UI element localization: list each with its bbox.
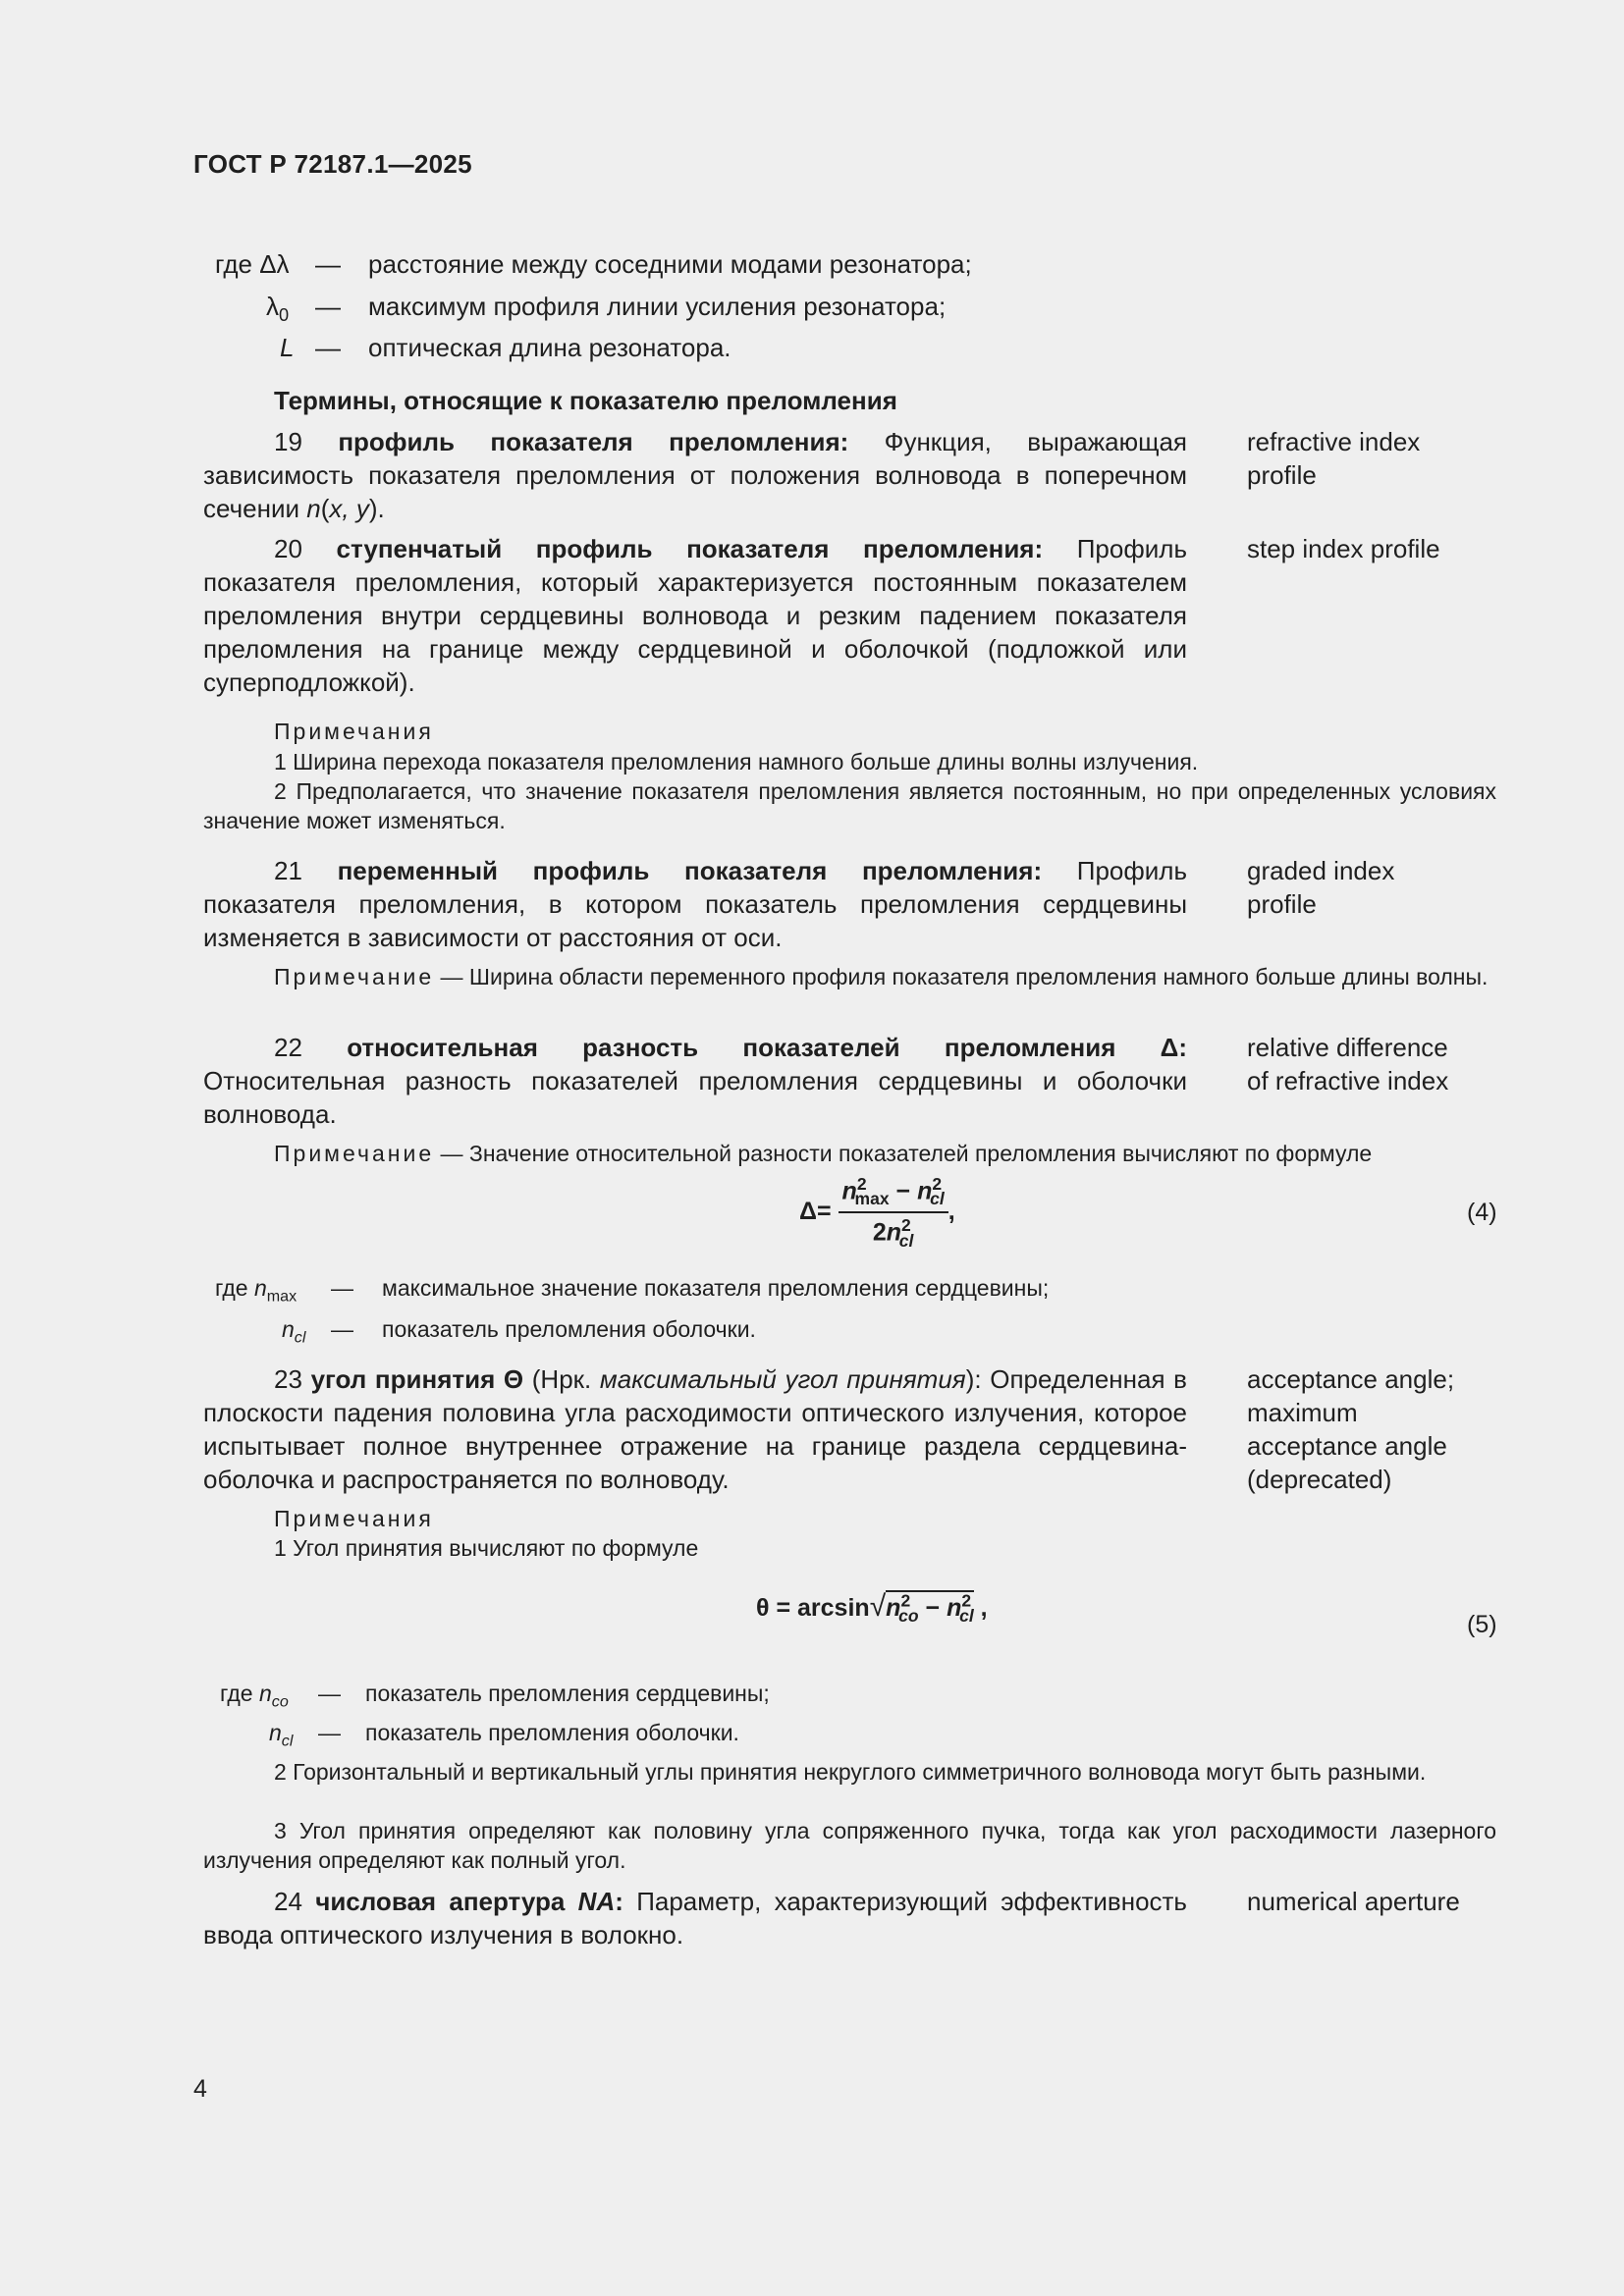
legend-text: расстояние между соседними модами резонатора; bbox=[368, 249, 972, 279]
term-22 bbox=[203, 1031, 1187, 1131]
page-number: 4 bbox=[193, 2075, 207, 2103]
notes-label: Примечания bbox=[274, 1506, 434, 1531]
term-23-english: acceptance angle; maximum acceptance angle (deprecated) bbox=[1247, 1364, 1455, 1494]
note-2: 2 Предполагается, что значение показателя преломления является постоянным, но при определенных условиях значение может изменяться. bbox=[203, 778, 1496, 833]
term-21-note bbox=[203, 962, 1496, 991]
legend-dash: — bbox=[315, 333, 341, 362]
term-name: переменный профиль показателя преломления: bbox=[337, 856, 1043, 885]
legend-nmax: где $n_{max}$ — максимальное значение показателя преломления сердцевины; bbox=[215, 1275, 1050, 1306]
term-definition: Профиль показателя преломления, в котором показатель преломления сердцевины изменяется в зависимости от расстояния от оси. bbox=[203, 856, 1187, 952]
document-header: ГОСТ Р 72187.1—2025 bbox=[193, 149, 472, 179]
legend-symbol: $\lambda_0$ bbox=[266, 292, 290, 326]
term-21 bbox=[203, 854, 1187, 954]
legend-symbol: L bbox=[280, 333, 295, 362]
term-21-english: graded index profile bbox=[1247, 856, 1395, 919]
term-20 bbox=[203, 532, 1187, 699]
legend-dash: — bbox=[315, 249, 341, 279]
term-24: 24 числовая апертура NA: Параметр, характеризующий эффективность ввода оптического излучения в волокно. bbox=[203, 1887, 1187, 1949]
term-number: 22 bbox=[274, 1033, 302, 1062]
equation-number-5: (5) bbox=[1467, 1611, 1497, 1638]
legend-symbol: Δλ bbox=[259, 249, 290, 279]
note-text: — Значение относительной разности показателей преломления вычисляют по формуле bbox=[434, 1141, 1373, 1166]
term-definition: Параметр, характеризующий эффективность ввода оптического излучения в волокно. bbox=[203, 1887, 1187, 1949]
note-text: — Ширина области переменного профиля показателя преломления намного больше длины волны. bbox=[434, 964, 1489, 989]
legend-text: оптическая длина резонатора. bbox=[368, 333, 731, 362]
term-19-english: refractive index profile bbox=[1247, 427, 1421, 490]
legend-nco: где $n_{co}$ — показатель преломления сердцевины; bbox=[220, 1681, 770, 1711]
legend-dash: — bbox=[315, 292, 341, 321]
term-definition: Определенная в плоскости падения половина угла расходимости оптического излучения, которое испытывает полное внутреннее отражение на границе раздела сердцевина-оболочка и распространяется по волноводу. bbox=[203, 1364, 1187, 1494]
term-name: угол принятия Θ bbox=[310, 1364, 524, 1394]
formula-5: $\theta = \arcsin√n^2_{co} - n^2_{cl}$ , bbox=[756, 1590, 988, 1626]
term-definition: Профиль показателя преломления, который характеризуется постоянным показателем преломления внутри сердцевины волновода и резким падением показателя преломления на границе между сердцевиной и оболочкой (подложкой или суперподложкой). bbox=[203, 534, 1187, 697]
term-22-english: relative difference of refractive index bbox=[1247, 1033, 1449, 1095]
term-definition: Относительная разность показателей преломления сердцевины и оболочки волновода. bbox=[203, 1066, 1187, 1129]
term-22-note bbox=[274, 1139, 1501, 1168]
term-name: числовая апертура bbox=[315, 1887, 578, 1916]
equation-number-4: (4) bbox=[1467, 1199, 1497, 1226]
term-number: 24 bbox=[274, 1887, 302, 1916]
note-1: 1 Угол принятия вычисляют по формуле bbox=[274, 1535, 699, 1561]
term-20-english: step index profile bbox=[1247, 534, 1440, 563]
formula-fraction: $\frac{n^2_{max} - n^2_{cl}}{2n^2_{cl}}$ bbox=[839, 1174, 948, 1252]
legend-text: максимум профиля линии усиления резонатора; bbox=[368, 292, 947, 321]
note-2: 2 Горизонтальный и вертикальный углы принятия некруглого симметричного волновода могут быть разными. bbox=[274, 1759, 1427, 1785]
note-1: 1 Ширина перехода показателя преломления намного больше длины волны излучения. bbox=[274, 749, 1199, 774]
note-label: Примечание bbox=[274, 964, 435, 989]
legend-prefix: где bbox=[215, 249, 252, 279]
term-name: профиль показателя преломления: bbox=[338, 427, 849, 456]
term-number: 23 bbox=[274, 1364, 302, 1394]
term-name: ступенчатый профиль показателя преломления: bbox=[336, 534, 1044, 563]
deprecated-term: максимальный угол принятия bbox=[599, 1364, 966, 1394]
notes-label: Примечания bbox=[274, 719, 434, 744]
term-19: 19 профиль показателя преломления: Функция, выражающая зависимость показателя преломления от положения волновода в поперечном сечении n(x, y). bbox=[203, 427, 1187, 523]
legend-delta-lambda bbox=[215, 247, 1099, 281]
section-title: Термины, относящие к показателю преломления bbox=[274, 386, 897, 415]
note-3: 3 Угол принятия определяют как половину угла сопряженного пучка, тогда как угол расходимости лазерного излучения определяют как полный угол. bbox=[203, 1818, 1496, 1873]
term-23: 23 угол принятия Θ (Нрк. максимальный угол принятия): Определенная в плоскости падения половина угла расходимости оптического излучения, которое испытывает полное внутреннее отражение на границе раздела сердцевина-оболочка и распространяется по волноводу. bbox=[203, 1364, 1187, 1494]
formula-4: Δ= $\frac{n^2_{max} - n^2_{cl}}{2n^2_{cl}}$ , bbox=[799, 1174, 955, 1251]
term-name: относительная разность показателей преломления Δ: bbox=[347, 1033, 1187, 1062]
term-number: 21 bbox=[274, 856, 302, 885]
term-number: 20 bbox=[274, 534, 302, 563]
term-number: 19 bbox=[274, 427, 302, 456]
term-definition: Функция, выражающая зависимость показателя преломления от положения волновода в поперечном сечении bbox=[203, 427, 1187, 523]
term-24-english: numerical aperture bbox=[1247, 1887, 1460, 1916]
note-label: Примечание bbox=[274, 1141, 435, 1166]
